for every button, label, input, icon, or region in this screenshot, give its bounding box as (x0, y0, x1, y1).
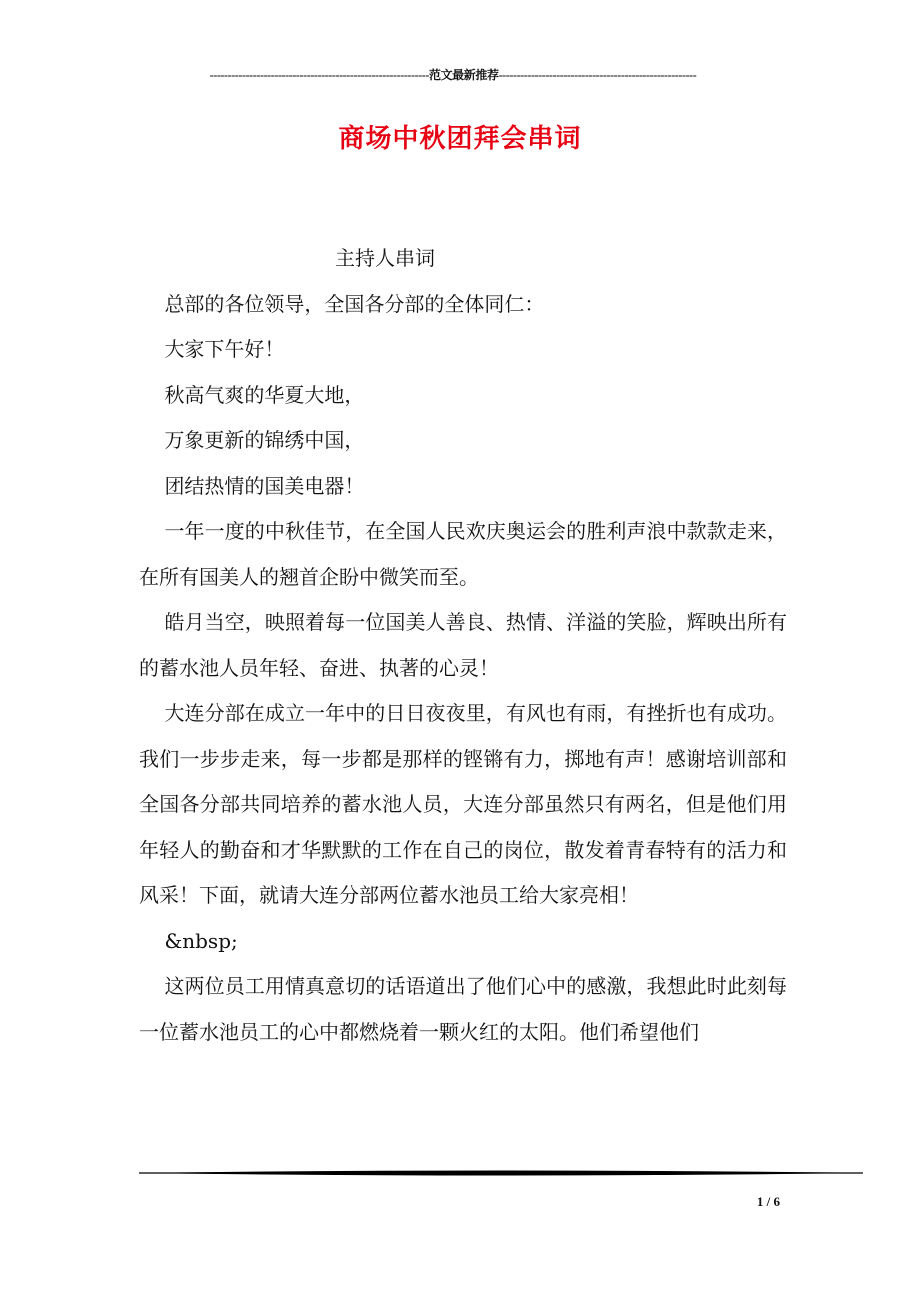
paragraph: 大家下午好！ (164, 337, 285, 361)
paragraph: &nbsp; (164, 928, 238, 953)
document-body (139, 236, 787, 1055)
paragraph: 团结热情的国美电器！ (164, 473, 365, 498)
paragraph: 大连分部在成立一年中的日日夜夜里，有风也有雨，有挫折也有成功。我们一步步走来，每一步都是那样的铿锵有力，掷地有声！感谢培训部和全国各分部共同培养的蓄水池人员，大连分部虽然只有两名，但是他们用年轻人的勤奋和才华默默的工作在自己的岗位，散发着青春特有的活力和风采！下面，就请大连分部两位蓄水池员工给大家亮相！ (139, 701, 787, 907)
paragraph: 皓月当空，映照着每一位国美人善良、热情、洋溢的笑脸，辉映出所有的蓄水池人员年轻、奋进、执著的心灵！ (139, 610, 787, 680)
section-heading: 主持人串词 (335, 246, 435, 270)
paragraph: 一年一度的中秋佳节，在全国人民欢庆奥运会的胜利声浪中款款走来，在所有国美人的翘首企盼中微笑而至。 (139, 519, 787, 589)
paragraph: 秋高气爽的华夏大地， (164, 382, 365, 407)
page-header: -------------------------------------------------------------范文最新推荐------------------------------------------------------- (209, 68, 697, 82)
paragraph: 总部的各位领导，全国各分部的全体同仁： (164, 291, 545, 316)
paragraph: 万象更新的锦绣中国， (164, 428, 365, 452)
page-number: 1 / 6 (756, 1194, 780, 1209)
paragraph: 这两位员工用情真意切的话语道出了他们心中的感激，我想此时此刻每一位蓄水池员工的心中都燃烧着一颗火红的太阳。他们希望他们 (139, 974, 787, 1044)
document-title: 商场中秋团拜会串词 (338, 124, 582, 154)
footer-rule (139, 1166, 863, 1180)
